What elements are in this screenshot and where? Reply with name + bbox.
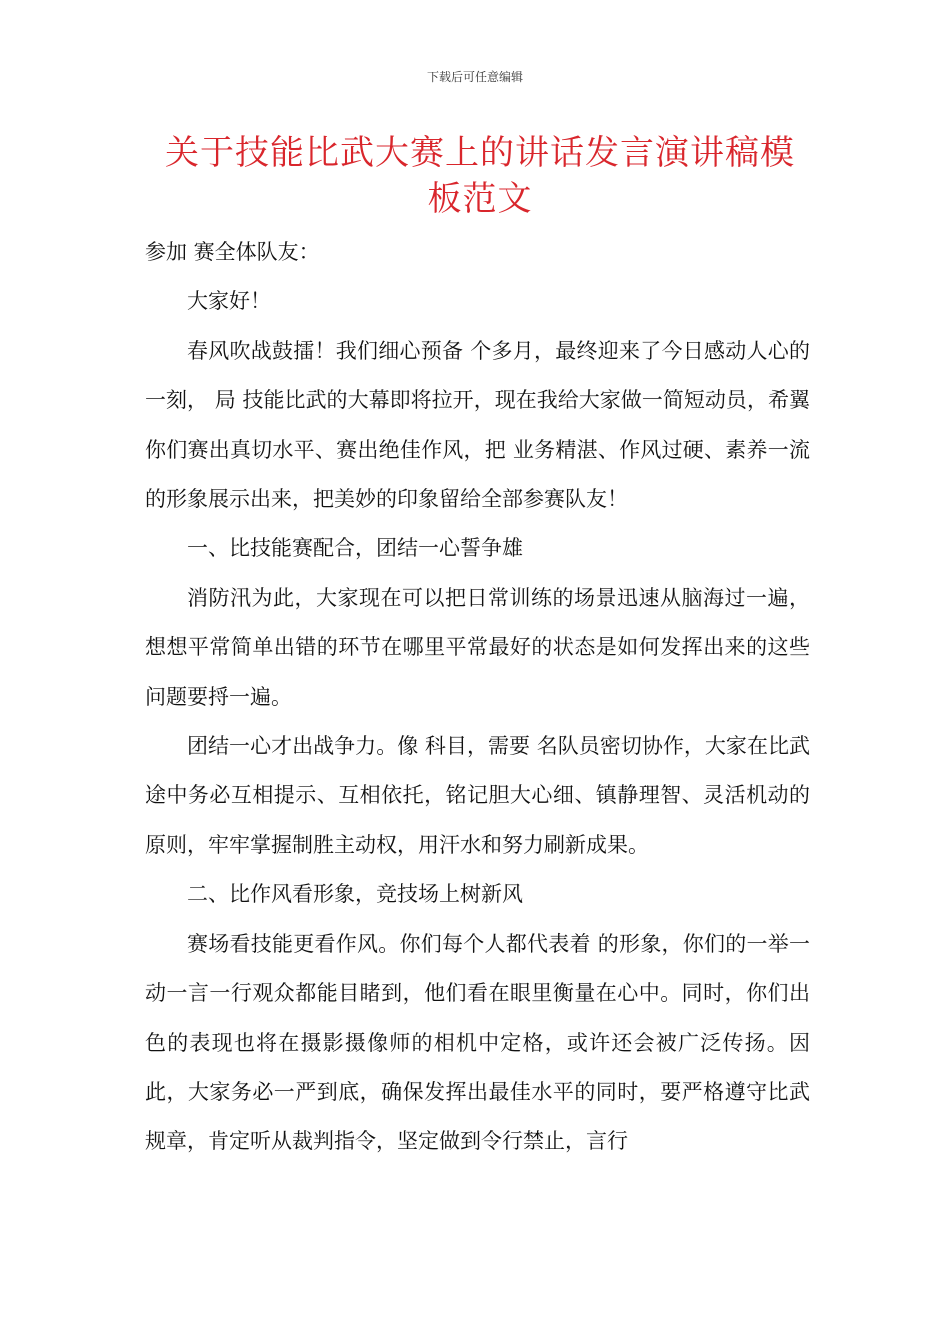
document-body [145,228,810,1167]
paragraph-intro: 春风吹战鼓擂！我们细心预备 个多月，最终迎来了今日感动人心的一刻， 局 技能比武的大幕即将拉开，现在我给大家做一简短动员，希翼你们赛出真切水平、赛出绝佳作风，把 业务精湛、作风过硬、素养一流 的形象展示出来，把美妙的印象留给全部参赛队友！ [145,338,810,512]
header-note: 下载后可任意编辑 [426,70,523,84]
section-heading-2: 二、比作风看形象，竞技场上树新风 [187,882,523,907]
salutation: 参加 赛全体队友： [145,240,320,264]
section-heading-1: 一、比技能赛配合，团结一心誓争雄 [187,536,523,561]
document-title: 关于技能比武大赛上的讲话发言演讲稿模板范文 [165,133,795,219]
greeting: 大家好！ [187,289,271,314]
paragraph: 赛场看技能更看作风。你们每个人都代表着 的形象，你们的一举一动一言一行观众都能目睹到，他们看在眼里衡量在心中。同时，你们出色的表现也将在摄影摄像师的相机中定格，或许还会被广泛传扬。因此，大家务必一严到底，确保发挥出最佳水平的同时，要严格遵守比武规章，肯定听从裁判指令，坚定做到令行禁止，言行 [145,931,810,1154]
paragraph: 团结一心才出战争力。像 科目，需要 名队员密切协作，大家在比武途中务必互相提示、互相依托，铭记胆大心细、镇静理智、灵活机动的原则，牢牢掌握制胜主动权，用汗水和努力刷新成果。 [145,734,810,857]
paragraph: 消防汛为此，大家现在可以把日常训练的场景迅速从脑海过一遍，想想平常简单出错的环节在哪里平常最好的状态是如何发挥出来的这些问题要捋一遍。 [145,585,810,709]
